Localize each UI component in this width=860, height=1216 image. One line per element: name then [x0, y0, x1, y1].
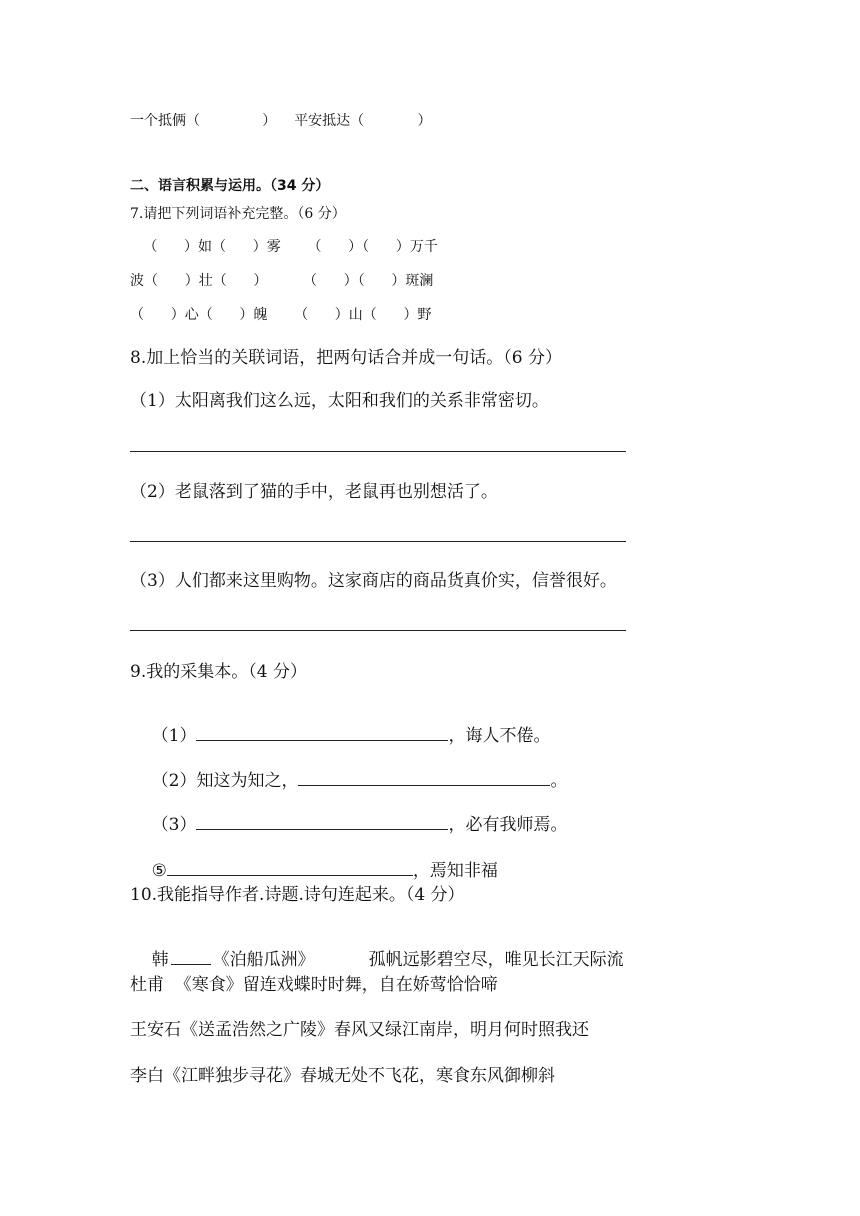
- q10-row-1-rest: 《泊船瓜洲》 孤帆远影碧空尽，唯见长江天际流: [212, 950, 624, 970]
- q8-item-3: （3）人们都来这里购物。这家商店的商品货真价实，信誉很好。: [130, 571, 617, 591]
- q7-row-3: （ ）心（ ）魄 （ ）山（ ）野: [130, 307, 432, 323]
- q9-item-1-prefix: （1）: [151, 726, 197, 746]
- q8-answer-line-1[interactable]: [130, 451, 626, 452]
- q9-item-4-suffix: ，焉知非福: [412, 861, 498, 881]
- q9-item-2-prefix: （2）知这为知之，: [151, 771, 299, 791]
- section-2-title: 二、语言积累与运用。（34 分）: [130, 178, 330, 194]
- q10-row-1-blank[interactable]: [171, 963, 211, 965]
- q10-title: 10.我能指导作者.诗题.诗句连起来。（4 分）: [130, 885, 465, 905]
- q9-item-3-blank[interactable]: [196, 828, 448, 830]
- q8-answer-line-3[interactable]: [130, 630, 626, 631]
- q10-row-3: 王安石《送孟浩然之广陵》春风又绿江南岸，明月何时照我还: [130, 1020, 589, 1040]
- q7-row-2: 波（ ）壮（ ） （ ）（ ）斑澜: [130, 273, 434, 289]
- q9-item-2-suffix: 。: [550, 771, 568, 791]
- q9-item-2-blank[interactable]: [298, 784, 550, 786]
- q9-item-1-suffix: ，诲人不倦。: [448, 726, 551, 746]
- q9-item-3-suffix: ，必有我师焉。: [448, 815, 568, 835]
- q8-item-2: （2）老鼠落到了猫的手中，老鼠再也别想活了。: [130, 482, 498, 502]
- q9-item-3-prefix: （3）: [151, 815, 197, 835]
- q8-item-1: （1）太阳离我们这么远，太阳和我们的关系非常密切。: [130, 391, 549, 411]
- q7-title: 7.请把下列词语补充完整。（6 分）: [130, 206, 346, 222]
- q7-row-1: （ ）如（ ）雾 （ ）（ ）万千: [130, 239, 438, 255]
- q9-item-1-blank[interactable]: [196, 739, 448, 741]
- q10-row-1-author: 韩: [151, 950, 169, 970]
- top-line-remnant: 一个抵俩（ ） 平安抵达（ ）: [130, 113, 432, 129]
- q10-row-2: 杜甫 《寒食》留连戏蝶时时舞，自在娇莺恰恰啼: [130, 975, 498, 995]
- q9-item-4-blank[interactable]: [167, 874, 413, 876]
- q9-title: 9.我的采集本。（4 分）: [130, 662, 307, 682]
- q8-answer-line-2[interactable]: [130, 541, 626, 542]
- q10-row-4: 李白《江畔独步寻花》春城无处不飞花，寒食东风御柳斜: [130, 1066, 555, 1086]
- q9-item-4-prefix: ⑤: [151, 861, 167, 881]
- q8-title: 8.加上恰当的关联词语，把两句话合并成一句话。（6 分）: [130, 348, 562, 368]
